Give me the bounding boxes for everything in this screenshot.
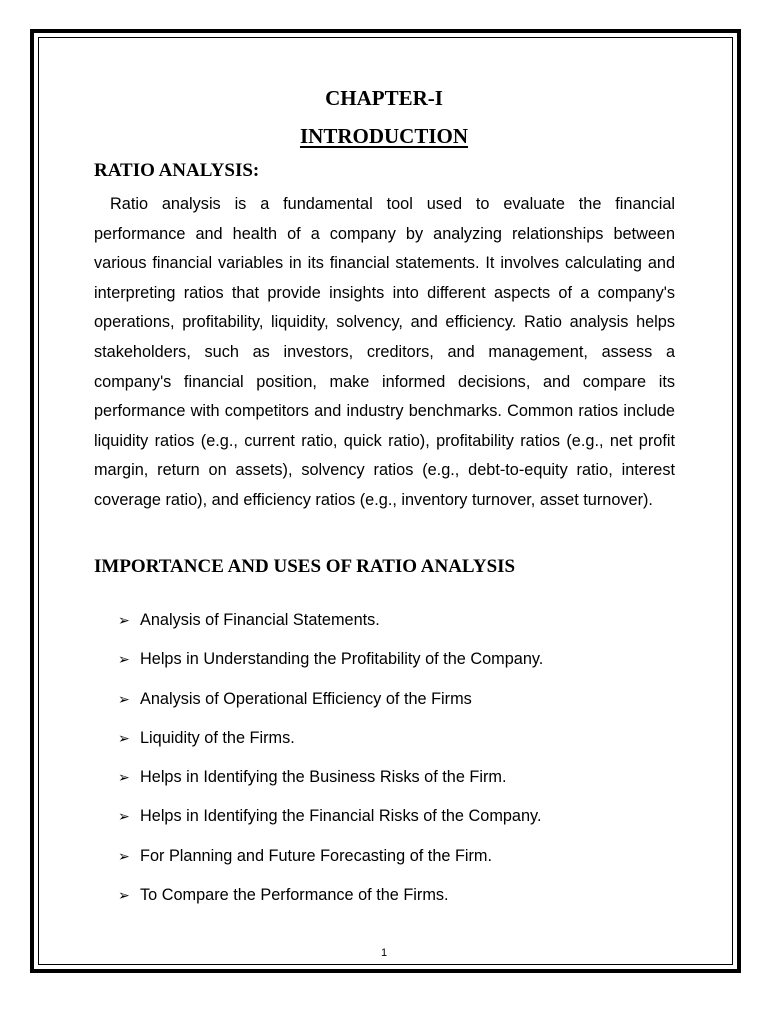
chapter-title xyxy=(0,124,768,149)
list-item xyxy=(118,802,543,841)
list-item-text: Liquidity of the Firms. xyxy=(140,728,295,747)
list-item-text: Helps in Identifying the Business Risks of the Firm. xyxy=(140,768,507,787)
list-item xyxy=(118,724,543,763)
arrow-bullet-icon: ➢ xyxy=(118,808,130,825)
list-item-text: Analysis of Financial Statements. xyxy=(140,611,380,629)
arrow-bullet-icon: ➢ xyxy=(118,887,130,904)
arrow-bullet-icon: ➢ xyxy=(118,769,130,786)
list-item xyxy=(118,685,543,724)
section-heading-importance: IMPORTANCE AND USES OF RATIO ANALYSIS xyxy=(94,556,516,577)
list-item-text: Analysis of Operational Efficiency of the Firms xyxy=(140,689,472,708)
chapter-title-text: INTRODUCTION xyxy=(299,124,469,148)
arrow-bullet-icon: ➢ xyxy=(118,690,130,707)
list-item-text: Helps in Identifying the Financial Risks of the Company. xyxy=(140,807,542,826)
arrow-bullet-icon: ➢ xyxy=(118,729,130,746)
list-item xyxy=(118,645,543,684)
arrow-bullet-icon: ➢ xyxy=(118,847,130,864)
list-item xyxy=(118,842,543,881)
page-number: 1 xyxy=(380,947,388,959)
chapter-label: CHAPTER-I xyxy=(325,86,443,110)
list-item-text: Helps in Understanding the Profitability of the Company. xyxy=(140,650,544,669)
list-item xyxy=(118,606,543,645)
ratio-analysis-paragraph: Ratio analysis is a fundamental tool used to evaluate the financial performance and health of a company by analyzing relationships between various financial variables in its financial statements. It involves calculating and interpreting ratios that provide insights into different aspects of a company's operations, profitability, liquidity, solvency, and efficiency. Ratio analysis helps stakeholders, such as investors, creditors, and management, assess a company's financial position, make informed decisions, and compare its performance with competitors and industry benchmarks. Common ratios include liquidity ratios (e.g., current ratio, quick ratio), profitability ratios (e.g., net profit margin, return on assets), solvency ratios (e.g., debt-to-equity ratio, interest coverage ratio), and efficiency ratios (e.g., inventory turnover, asset turnover). xyxy=(94,195,675,509)
list-item-text: To Compare the Performance of the Firms. xyxy=(140,886,449,905)
section-heading-ratio-analysis: RATIO ANALYSIS: xyxy=(94,160,260,181)
list-item xyxy=(118,763,543,802)
list-item xyxy=(118,881,543,920)
arrow-bullet-icon: ➢ xyxy=(118,651,130,668)
list-item-text: For Planning and Future Forecasting of the Firm. xyxy=(140,846,493,865)
importance-list xyxy=(118,606,543,920)
arrow-bullet-icon: ➢ xyxy=(118,612,130,628)
